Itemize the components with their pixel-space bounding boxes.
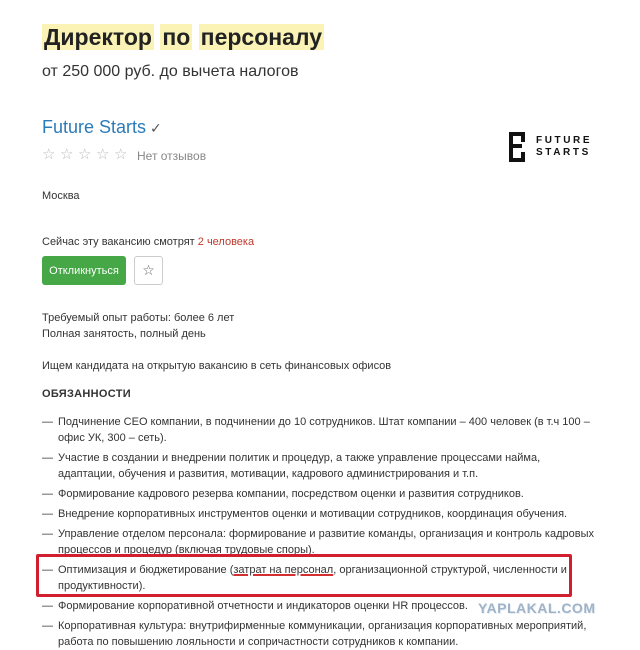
vacancy-title (42, 22, 324, 52)
star-icon: ☆ (78, 146, 92, 163)
location: Москва (42, 190, 80, 202)
duty-text-part: , организационной структурой, численности и продуктивности). (58, 564, 567, 592)
list-item (42, 486, 598, 502)
apply-button[interactable]: Откликнуться (42, 256, 126, 285)
logo-text-line: FUTURE (536, 135, 593, 146)
dash-bullet-icon: — (42, 564, 53, 576)
dash-bullet-icon: — (42, 528, 53, 540)
duty-text: Подчинение CEO компании, в подчинении до 10 сотрудников. Штат компании – 400 человек (в т.ч 100 – офис УК, 300 – сеть). (58, 416, 590, 444)
requirements (42, 310, 234, 342)
salary: от 250 000 руб. до вычета налогов (42, 63, 299, 80)
vacancy-title-word: Директор (44, 24, 152, 50)
list-item (42, 526, 598, 558)
company-name: Future Starts (42, 117, 147, 137)
list-item (42, 618, 598, 650)
list-item (42, 414, 598, 446)
star-icon: ☆ (42, 146, 56, 163)
duty-text: Формирование корпоративной отчетности и индикаторов оценки HR процессов. (58, 600, 468, 612)
company-logo[interactable] (506, 130, 592, 164)
star-icon: ☆ (96, 146, 110, 163)
dash-bullet-icon: — (42, 488, 53, 500)
dash-bullet-icon: — (42, 620, 53, 632)
underlined-phrase: затрат на персонал (233, 564, 334, 576)
highlighted-list-item (42, 562, 598, 594)
rating-stars[interactable] (42, 147, 129, 162)
duty-text: Формирование кадрового резерва компании, посредством оценки и развития сотрудников. (58, 488, 524, 500)
list-item (42, 506, 598, 522)
list-item (42, 450, 598, 482)
viewers-info (42, 236, 254, 248)
future-starts-logo-icon (506, 130, 528, 164)
star-icon: ☆ (114, 146, 128, 163)
duty-text: Управление отделом персонала: формирование и развитие команды, организация и контроль кадровых процессов и процедур (включая трудовые споры). (58, 528, 594, 556)
reviews-link[interactable]: Нет отзывов (137, 149, 207, 163)
duty-text: Внедрение корпоративных инструментов оценки и мотивации сотрудников, координация обучения. (58, 508, 568, 520)
duty-text-part: Оптимизация и бюджетирование ( (58, 564, 234, 576)
viewers-count: 2 человека (197, 236, 255, 248)
duty-text (58, 562, 598, 594)
viewers-prefix: Сейчас эту вакансию смотрят (42, 236, 195, 248)
star-outline-icon: ☆ (142, 262, 155, 278)
dash-bullet-icon: — (42, 508, 53, 520)
experience-requirement: Требуемый опыт работы: более 6 лет (42, 312, 235, 324)
verified-check-icon: ✓ (150, 120, 162, 136)
vacancy-title-word: по (162, 24, 191, 50)
duty-text: Корпоративная культура: внутрифирменные коммуникации, организация корпоративных мероприятий, работа по повышению лояльности и сопричастности сотрудников к компании. (58, 620, 587, 648)
dash-bullet-icon: — (42, 452, 53, 464)
intro-text: Ищем кандидата на открытую вакансию в сеть финансовых офисов (42, 360, 392, 372)
dash-bullet-icon: — (42, 600, 53, 612)
duty-text: Участие в создании и внедрении политик и процедур, а также управление процессами найма, адаптации, обучения и развития, мотивации, кадрового администрирования и т.п. (58, 452, 541, 480)
employment-type: Полная занятость, полный день (42, 328, 206, 340)
vacancy-title-word: персоналу (200, 24, 323, 50)
logo-text-line: STARTS (536, 147, 591, 158)
dash-bullet-icon: — (42, 416, 53, 428)
site-watermark: YAPLAKAL.COM (478, 600, 596, 616)
star-icon: ☆ (60, 146, 74, 163)
favorite-button[interactable] (134, 256, 163, 285)
duties-heading: ОБЯЗАННОСТИ (42, 388, 131, 400)
company-link[interactable] (42, 116, 162, 139)
